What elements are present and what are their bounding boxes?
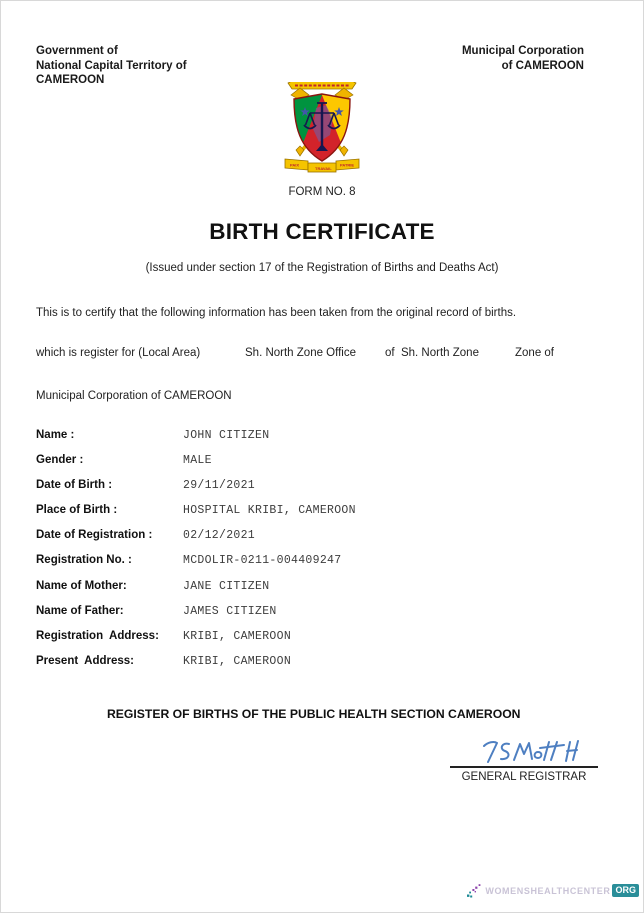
- document-subtitle: (Issued under section 17 of the Registration of Births and Deaths Act): [145, 262, 499, 274]
- watermark: [467, 883, 639, 898]
- field-value: KRIBI, CAMEROON: [183, 654, 292, 668]
- field-label: Date of Registration :: [36, 529, 153, 542]
- document-title: BIRTH CERTIFICATE: [209, 219, 435, 244]
- field-row-registration-address: [36, 630, 596, 655]
- field-value: MCDOLIR-0211-004409247: [183, 554, 342, 568]
- field-label: Registration No. :: [36, 554, 132, 567]
- municipal-corporation-line: Municipal Corporation of CAMEROON: [36, 390, 232, 402]
- motto-paix: PAIX: [290, 162, 300, 168]
- field-row-name-of-father: [36, 605, 596, 630]
- certify-statement: This is to certify that the following information has been taken from the original record of births.: [36, 307, 517, 319]
- field-value: HOSPITAL KRIBI, CAMEROON: [183, 504, 356, 518]
- field-row-registration-no: [36, 554, 596, 579]
- header-left-line3: CAMEROON: [36, 74, 105, 87]
- field-label: Registration Address:: [36, 629, 159, 642]
- field-value: MALE: [183, 454, 212, 468]
- field-row-gender: [36, 454, 596, 479]
- field-row-present-address: [36, 655, 596, 680]
- register-line-prefix: which is register for (Local Area): [36, 347, 201, 359]
- register-of-births-heading: REGISTER OF BIRTHS OF THE PUBLIC HEALTH SECTION CAMEROON: [107, 707, 521, 721]
- field-label: Place of Birth :: [36, 504, 118, 517]
- field-value: JOHN CITIZEN: [183, 429, 270, 442]
- field-value: JAMES CITIZEN: [183, 604, 277, 618]
- field-value: 29/11/2021: [183, 479, 256, 493]
- header-left-line2: National Capital Territory of: [36, 59, 187, 72]
- signature-rule: [450, 766, 598, 768]
- watermark-org-badge: ORG: [612, 884, 639, 897]
- register-office-name: Sh. North Zone Office: [245, 347, 357, 359]
- field-value: KRIBI, CAMEROON: [183, 629, 292, 643]
- cameroon-coat-of-arms-icon: [274, 82, 370, 179]
- header-right-line1: Municipal Corporation: [461, 45, 584, 57]
- field-label: Date of Birth :: [36, 479, 113, 492]
- watermark-text: WOMENSHEALTHCENTER: [485, 885, 611, 896]
- field-value: 02/12/2021: [183, 529, 256, 543]
- field-label: Gender :: [36, 454, 84, 467]
- field-value: JANE CITIZEN: [183, 579, 270, 593]
- register-zone-name: of Sh. North Zone: [385, 347, 479, 359]
- header-right-line2: of CAMEROON: [501, 59, 584, 72]
- issuing-authority-right: [462, 44, 584, 73]
- field-row-name-of-mother: [36, 580, 596, 605]
- field-row-place-of-birth: [36, 504, 596, 529]
- motto-travail: TRAVAIL: [315, 166, 332, 171]
- registrar-title: GENERAL REGISTRAR: [461, 771, 587, 783]
- register-zone-of-label: Zone of: [515, 347, 554, 359]
- form-number: FORM NO. 8: [288, 186, 356, 198]
- field-label: Name :: [36, 429, 75, 441]
- field-label: Name of Father:: [36, 604, 124, 617]
- field-row-date-of-registration: [36, 529, 596, 554]
- womenshealthcenter-logo-icon: [467, 883, 483, 898]
- field-label: Name of Mother:: [36, 579, 127, 592]
- motto-patrie: PATRIE: [340, 162, 355, 168]
- header-left-line1: Government of: [36, 45, 118, 57]
- field-row-name: [36, 429, 596, 454]
- field-label: Present Address:: [36, 654, 134, 667]
- field-row-date-of-birth: [36, 479, 596, 504]
- certificate-fields: [36, 429, 596, 680]
- issuing-authority-left: [36, 44, 187, 88]
